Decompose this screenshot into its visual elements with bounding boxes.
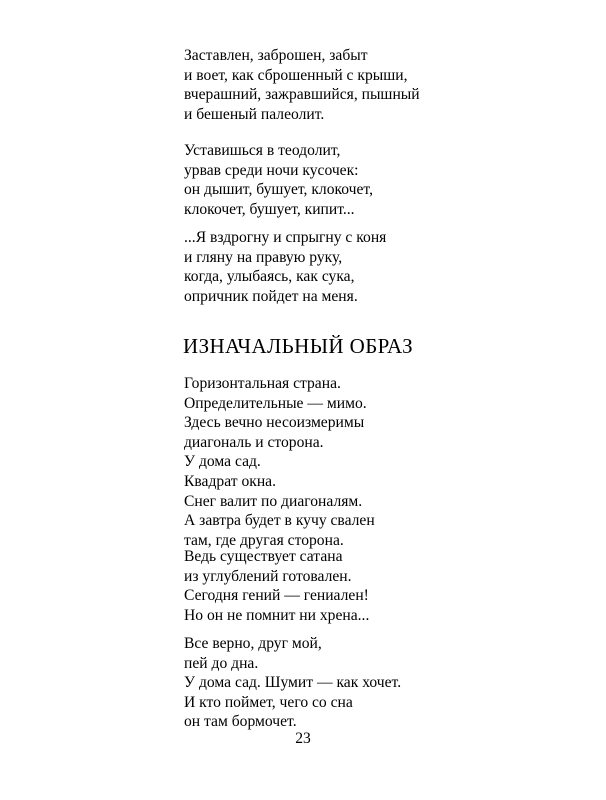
poem-line: У дома сад. Шумит — как хочет. (184, 674, 402, 692)
poem1-stanza-2 (184, 141, 373, 219)
poem1-stanza-3 (184, 228, 386, 306)
poem-line: Но он не помнит ни хрена... (184, 606, 370, 624)
poem-line: ...Я вздрогну и спрыгну с коня (184, 229, 387, 246)
poem-line: Ведь существует сатана (184, 548, 343, 565)
poem-line: из углублений готовален. (184, 567, 352, 585)
poem1-stanza-1 (184, 46, 420, 124)
poem-line: Определительные — мимо. (184, 394, 367, 412)
poem-line: Квадрат окна. (184, 472, 276, 490)
poem-line: Снег валит по диагоналям. (184, 492, 363, 510)
poem-line: он дышит, бушует, клокочет, (184, 181, 373, 199)
poem-line: клокочет, бушует, кипит... (184, 200, 355, 218)
poem-line: диагональ и сторона. (184, 433, 324, 451)
poem-line: У дома сад. (184, 453, 261, 471)
poem-line: когда, улыбаясь, как сука, (184, 268, 355, 286)
poem-line: вчерашний, зажравшийся, пышный (184, 86, 420, 104)
poem2-stanza-2 (184, 547, 369, 625)
poem-line: И кто поймет, чего со сна (184, 693, 353, 711)
poem-line: он там бормочет. (184, 713, 297, 731)
poem-line: Все верно, друг мой, (184, 635, 322, 652)
poem-line: Горизонтальная страна. (184, 375, 341, 392)
poem-line: и гляну на правую руку, (184, 248, 343, 266)
poem-line: Здесь вечно несоизмеримы (184, 414, 365, 432)
poem2-stanza-3 (184, 634, 401, 732)
poem-title: ИЗНАЧАЛЬНЫЙ ОБРАЗ (183, 334, 414, 358)
poem-line: Заставлен, заброшен, забыт (184, 47, 368, 64)
poem-line: Сегодня гений — гениален! (184, 587, 369, 605)
page-number: 23 (295, 730, 311, 747)
poem-line: А завтра будет в кучу свален (184, 512, 375, 530)
poem-line: урвав среди ночи кусочек: (184, 161, 359, 179)
poem-line: и воет, как сброшенный с крыши, (184, 66, 408, 84)
poem-line: опричник пойдет на меня. (184, 287, 358, 305)
poem2-stanza-1 (184, 374, 375, 550)
poem-line: пей до дна. (184, 654, 259, 672)
poem-line: и бешеный палеолит. (184, 105, 325, 123)
poem-line: Уставишься в теодолит, (184, 142, 341, 159)
poem-line: там, где другая сторона. (184, 531, 344, 549)
